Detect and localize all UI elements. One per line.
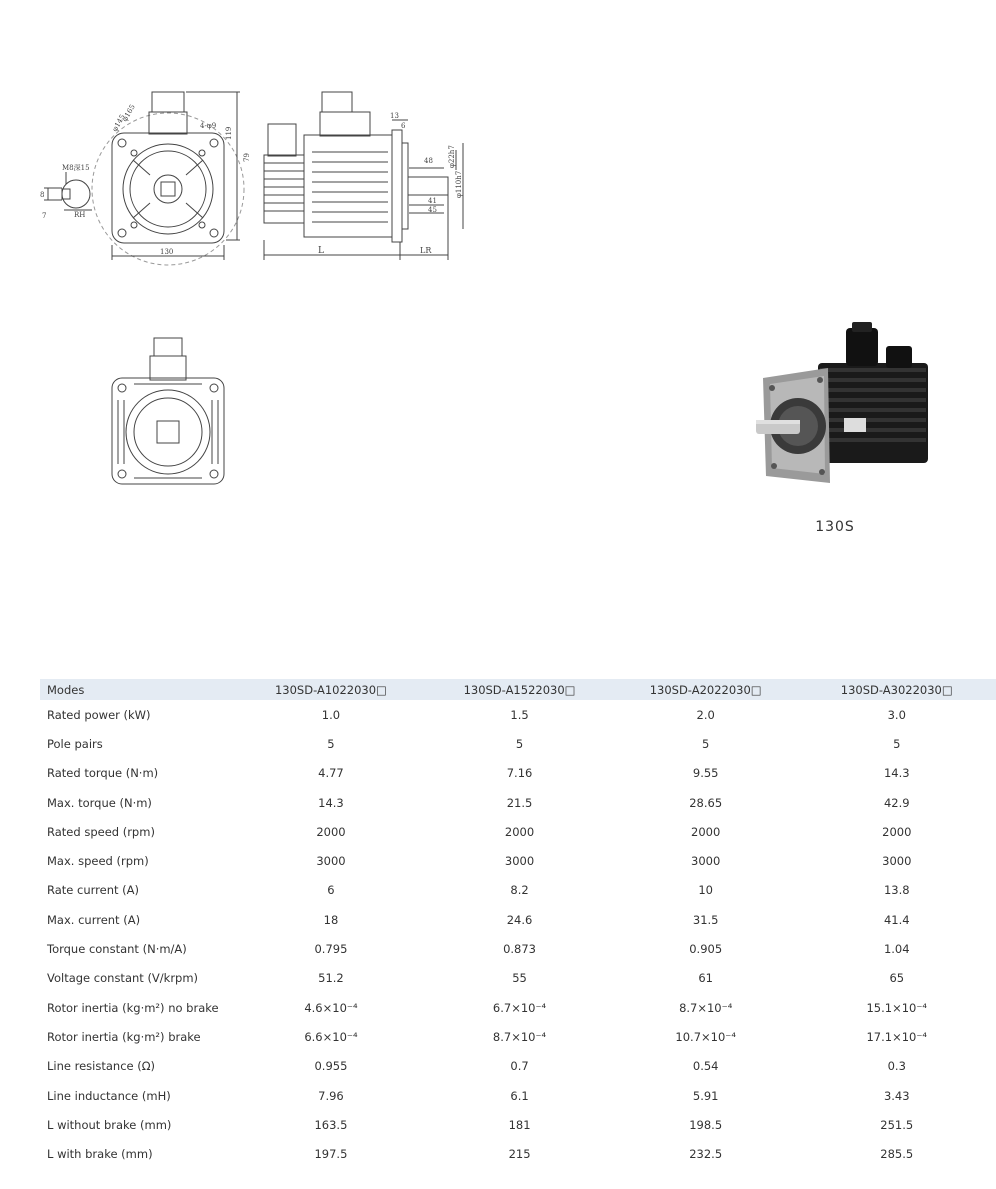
table-row: [40, 759, 996, 788]
rear-view: [112, 338, 224, 484]
cell-value: 6: [327, 883, 335, 898]
cell-value: 2000: [691, 824, 721, 839]
cell-value: 15.1×10⁻⁴: [866, 1000, 928, 1015]
cell-value: 41.4: [883, 912, 910, 927]
cell-value: 3000: [316, 854, 346, 869]
side-view: [264, 92, 463, 260]
cell-value: 42.9: [883, 795, 910, 810]
cell-value: 3000: [504, 854, 535, 869]
dim-13: 13: [390, 112, 399, 120]
table-row: [40, 846, 996, 875]
cell-value: 6.1: [510, 1088, 529, 1103]
dim-m8: M8深15: [62, 164, 90, 172]
header-modes: Modes: [40, 679, 237, 700]
cell-value: 14.3: [883, 766, 910, 781]
header-model: 130SD-A1022030□: [237, 679, 426, 700]
dim-119: 119: [225, 126, 233, 140]
cell-value: 5: [327, 736, 335, 751]
header-model: 130SD-A2022030□: [614, 679, 798, 700]
row-label: Line inductance (mH): [47, 1088, 171, 1103]
row-label: Rotor inertia (kg·m²) no brake: [47, 1000, 219, 1015]
table-header-row: [40, 679, 996, 700]
dim-45: 45: [428, 206, 437, 214]
table-row: [40, 729, 996, 758]
cell-value: 4.77: [318, 766, 344, 781]
table-row: [40, 993, 996, 1022]
table-row: [40, 1081, 996, 1110]
cell-value: 3.43: [883, 1088, 910, 1103]
cell-value: 5: [515, 736, 524, 751]
dim-6: 6: [401, 122, 406, 130]
cell-value: 0.7: [510, 1059, 529, 1074]
dim-7: 7: [42, 212, 47, 220]
cell-value: 6.6×10⁻⁴: [304, 1029, 358, 1044]
row-label: Max. speed (rpm): [47, 854, 149, 869]
cell-value: 61: [698, 971, 713, 986]
cell-value: 0.905: [689, 942, 723, 957]
cell-value: 13.8: [883, 883, 910, 898]
dim-l: L: [318, 246, 324, 256]
shaft-end-view: [44, 172, 92, 210]
table-row: [40, 1022, 996, 1051]
dim-phi165: φ165: [120, 103, 137, 123]
row-label: Rated torque (N·m): [47, 766, 159, 781]
dim-lr: LR: [420, 246, 432, 255]
cell-value: 10: [698, 883, 713, 898]
servo-motor-image: [748, 318, 938, 498]
header-model: 130SD-A3022030□: [798, 679, 996, 700]
cell-value: 10.7×10⁻⁴: [675, 1029, 736, 1044]
row-label: Rated power (kW): [47, 707, 151, 722]
cell-value: 17.1×10⁻⁴: [866, 1029, 928, 1044]
cell-value: 14.3: [318, 795, 344, 810]
header-model: 130SD-A1522030□: [425, 679, 614, 700]
cell-value: 5: [893, 736, 901, 751]
cell-value: 8.7×10⁻⁴: [492, 1029, 547, 1044]
dim-8: 8: [40, 191, 45, 199]
cell-value: 0.54: [692, 1059, 719, 1074]
dim-130: 130: [160, 248, 174, 256]
cell-value: 0.955: [314, 1059, 348, 1074]
row-label: L with brake (mm): [47, 1147, 153, 1162]
cell-value: 2000: [316, 824, 346, 839]
cell-value: 2.0: [696, 707, 715, 722]
cell-value: 1.0: [321, 707, 341, 722]
cell-value: 65: [889, 971, 905, 986]
dim-holes: 4-φ9: [200, 122, 217, 130]
cell-value: 163.5: [314, 1117, 348, 1132]
cell-value: 2000: [882, 824, 912, 839]
row-label: Torque constant (N·m/A): [47, 942, 187, 957]
dim-79: 79: [243, 153, 251, 162]
table-row: [40, 934, 996, 963]
table-row: [40, 788, 996, 817]
cell-value: 8.7×10⁻⁴: [679, 1000, 733, 1015]
cell-value: 2000: [504, 824, 535, 839]
row-label: L without brake (mm): [47, 1117, 172, 1132]
cell-value: 251.5: [880, 1117, 914, 1132]
table-row: [40, 964, 996, 993]
cell-value: 5: [702, 736, 710, 751]
row-label: Rate current (A): [47, 883, 140, 898]
cell-value: 5.91: [692, 1088, 719, 1103]
table-row: [40, 876, 996, 905]
cell-value: 198.5: [689, 1117, 723, 1132]
row-label: Pole pairs: [47, 736, 103, 751]
cell-value: 1.04: [883, 942, 910, 957]
cell-value: 285.5: [880, 1147, 914, 1162]
cell-value: 0.873: [503, 942, 537, 957]
row-label: Rotor inertia (kg·m²) brake: [47, 1029, 201, 1044]
cell-value: 31.5: [692, 912, 719, 927]
product-caption: 130S: [815, 519, 855, 535]
table-row: [40, 905, 996, 934]
spec-table: [40, 679, 996, 1169]
row-label: Max. torque (N·m): [47, 795, 152, 810]
dim-phi110: φ110h7: [455, 170, 463, 198]
dimension-drawing: [0, 0, 520, 560]
cell-value: 7.96: [318, 1088, 344, 1103]
table-row: [40, 1139, 996, 1168]
cell-value: 55: [512, 971, 527, 986]
cell-value: 4.6×10⁻⁴: [304, 1000, 358, 1015]
dim-41: 41: [428, 197, 437, 205]
dim-phi145: φ145: [110, 113, 127, 133]
cell-value: 0.795: [314, 942, 348, 957]
cell-value: 18: [323, 912, 339, 927]
cell-value: 232.5: [689, 1147, 723, 1162]
row-label: Rated speed (rpm): [47, 824, 155, 839]
cell-value: 6.7×10⁻⁴: [492, 1000, 547, 1015]
table-row: [40, 1052, 996, 1081]
cell-value: 51.2: [318, 971, 344, 986]
cell-value: 0.3: [887, 1059, 906, 1074]
cell-value: 9.55: [692, 766, 719, 781]
cell-value: 1.5: [510, 707, 529, 722]
cell-value: 24.6: [506, 912, 533, 927]
table-row: [40, 817, 996, 846]
cell-value: 21.5: [506, 795, 533, 810]
cell-value: 7.16: [506, 766, 533, 781]
row-label: Max. current (A): [47, 912, 141, 927]
cell-value: 3.0: [887, 707, 906, 722]
cell-value: 8.2: [510, 883, 529, 898]
cell-value: 197.5: [314, 1147, 348, 1162]
front-flange-view: [92, 92, 244, 265]
cell-value: 3000: [882, 854, 912, 869]
cell-value: 3000: [691, 854, 721, 869]
cell-value: 28.65: [689, 795, 723, 810]
table-row: [40, 1110, 996, 1139]
dim-rh: RH: [74, 211, 86, 219]
cell-value: 215: [508, 1147, 531, 1162]
dim-phi22: φ22h7: [448, 145, 456, 168]
dim-48: 48: [424, 157, 433, 165]
row-label: Voltage constant (V/krpm): [47, 971, 199, 986]
row-label: Line resistance (Ω): [47, 1059, 156, 1074]
table-row: [40, 700, 996, 729]
cell-value: 181: [508, 1117, 531, 1132]
